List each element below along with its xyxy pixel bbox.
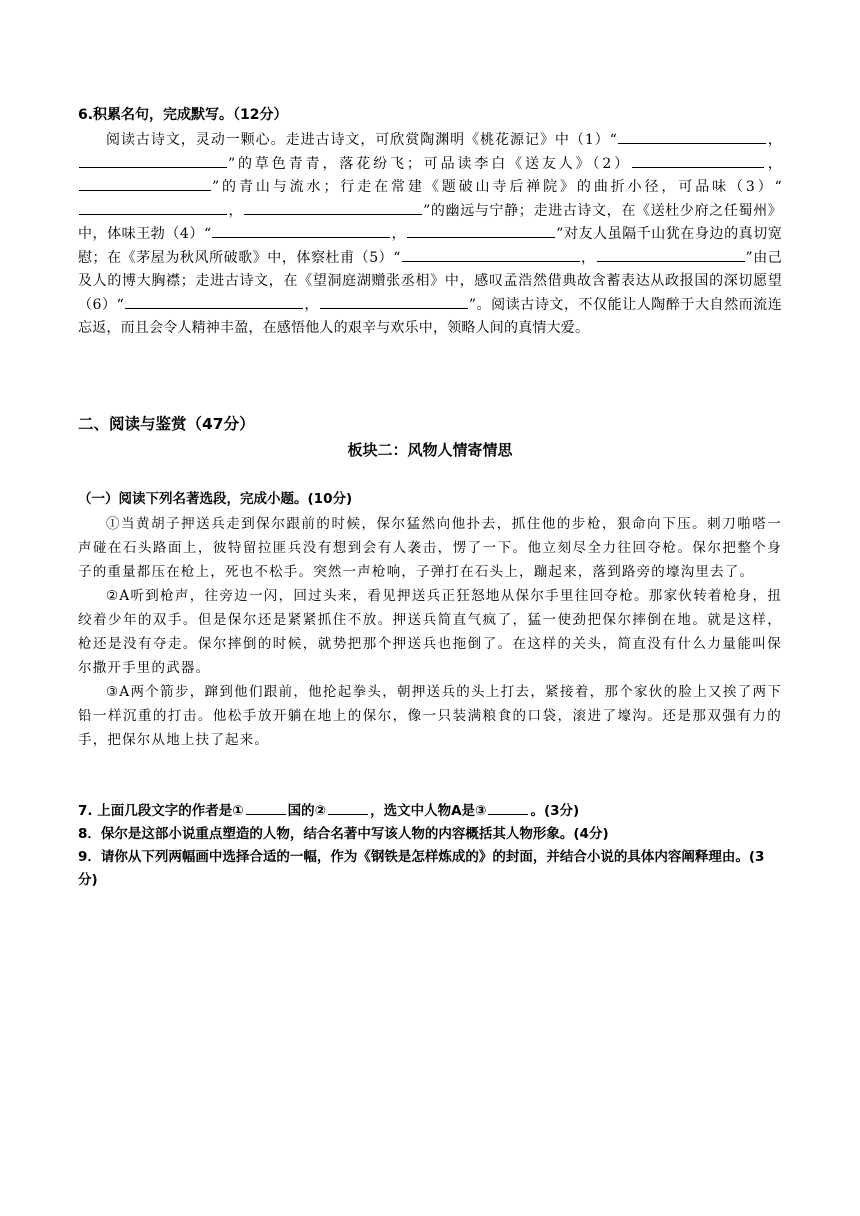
question-6-title: 6.积累名句，完成默写。（12分）: [78, 107, 288, 123]
answer-blank[interactable]: [618, 129, 766, 144]
answer-blank[interactable]: [125, 294, 303, 309]
passage-text: ，: [765, 155, 782, 172]
answer-blank[interactable]: [79, 176, 211, 191]
excerpt-paragraph: ③A两个箭步，蹿到他们跟前，他抡起拳头，朝押送兵的头上打去，紧接着，那个家伙的脸上又挨了两下铅一样沉重的打击。他松手放开躺在地上的保尔，像一只装满粮食的口袋，滚进了壕沟。还是那双强有力的手，把保尔从地上扶了起来。: [78, 684, 782, 748]
question-text: 。(3分): [530, 803, 580, 819]
question-text: 国的②: [287, 803, 327, 819]
answer-blank[interactable]: [212, 223, 390, 238]
passage-text: ”的草色青青，落花纷飞；可品读李白《送友人》（2）: [228, 155, 632, 172]
passage-text: ，: [767, 132, 783, 148]
answer-blank[interactable]: [79, 200, 227, 215]
question-7: [78, 800, 782, 823]
answer-blank[interactable]: [597, 247, 745, 262]
passage-text: ”的青山与流水；行走在常建《题破山寺后禅院》的曲折小径，可品味（3）“: [212, 179, 782, 195]
passage-text: ，: [303, 296, 319, 313]
answer-blank[interactable]: [328, 801, 368, 815]
block-title: 板块二：风物人情寄情思: [347, 441, 513, 459]
questions: [78, 800, 782, 892]
passage-text: ，: [580, 249, 596, 266]
passage-text: ”。阅读古诗文，不仅能让人陶醉于大自然而流连忘返，而且会令人精神丰盈，在感悟他人的艰辛与欢乐中，领略人间的真情大爱。: [78, 296, 782, 336]
answer-blank[interactable]: [407, 223, 555, 238]
question-8: 8．保尔是这部小说重点塑造的人物，结合名著中写该人物的内容概括其人物形象。(4分): [78, 826, 609, 842]
answer-blank[interactable]: [79, 153, 227, 168]
reading-subtitle: （一）阅读下列名著选段，完成小题。(10分): [78, 491, 353, 507]
passage-text: ，: [391, 226, 407, 242]
answer-blank[interactable]: [246, 801, 286, 815]
question-text: 7. 上面几段文字的作者是①: [78, 803, 244, 819]
answer-blank[interactable]: [244, 200, 422, 215]
passage-text: ”的幽远与宁静；走进古诗文，在《送杜少府之任蜀州》中，体味王勃（4）“: [78, 202, 783, 242]
passage-text: ”由己及人的博大胸襟；走进古诗文，在《望洞庭湖赠张丞相》中，感叹孟浩然借典故含蓄表达从政报国的深切愿望（6）“: [78, 249, 782, 313]
passage-text: ，: [228, 202, 244, 219]
question-text: ，选文中人物A是③: [370, 803, 487, 819]
answer-blank[interactable]: [320, 294, 468, 309]
answer-blank[interactable]: [488, 801, 528, 815]
question-6-passage: [78, 129, 782, 341]
excerpt-paragraph: ①当黄胡子押送兵走到保尔跟前的时候，保尔猛然向他扑去，抓住他的步枪，狠命向下压。刺刀啪嗒一声碰在石头路面上，彼特留拉匪兵没有想到会有人袭击，愣了一下。他立刻尽全力往回夺枪。保尔把整个身子的重量都压在枪上，死也不松手。突然一声枪响，子弹打在石头上，蹦起来，落到路旁的壕沟里去了。: [78, 516, 782, 580]
question-9: 9．请你从下列两幅画中选择合适的一幅，作为《钢铁是怎样炼成的》的封面，并结合小说的具体内容阐释理由。(3分): [78, 849, 765, 888]
novel-excerpt: [78, 512, 782, 752]
answer-blank[interactable]: [402, 247, 580, 262]
answer-blank[interactable]: [632, 153, 764, 168]
excerpt-paragraph: ②A听到枪声，往旁边一闪，回过头来，看见押送兵正狂怒地从保尔手里往回夺枪。那家伙转着枪身，扭绞着少年的双手。但是保尔还是紧紧抓住不放。押送兵简直气疯了，猛一使劲把保尔摔倒在地。就是这样，枪还是没有夺走。保尔摔倒的时候，就势把那个押送兵也拖倒了。在这样的关头，简直没有什么力量能叫保尔撒开手里的武器。: [78, 588, 782, 676]
section-title: 二、阅读与鉴赏（47分）: [78, 415, 255, 433]
passage-text: ”对友人虽隔千山犹在身边的真切宽慰；在《茅屋为秋风所破歌》中，体察杜甫（5）“: [78, 226, 782, 266]
passage-text: 阅读古诗文，灵动一颗心。走进古诗文，可欣赏陶渊明《桃花源记》中（1）“: [106, 132, 618, 148]
